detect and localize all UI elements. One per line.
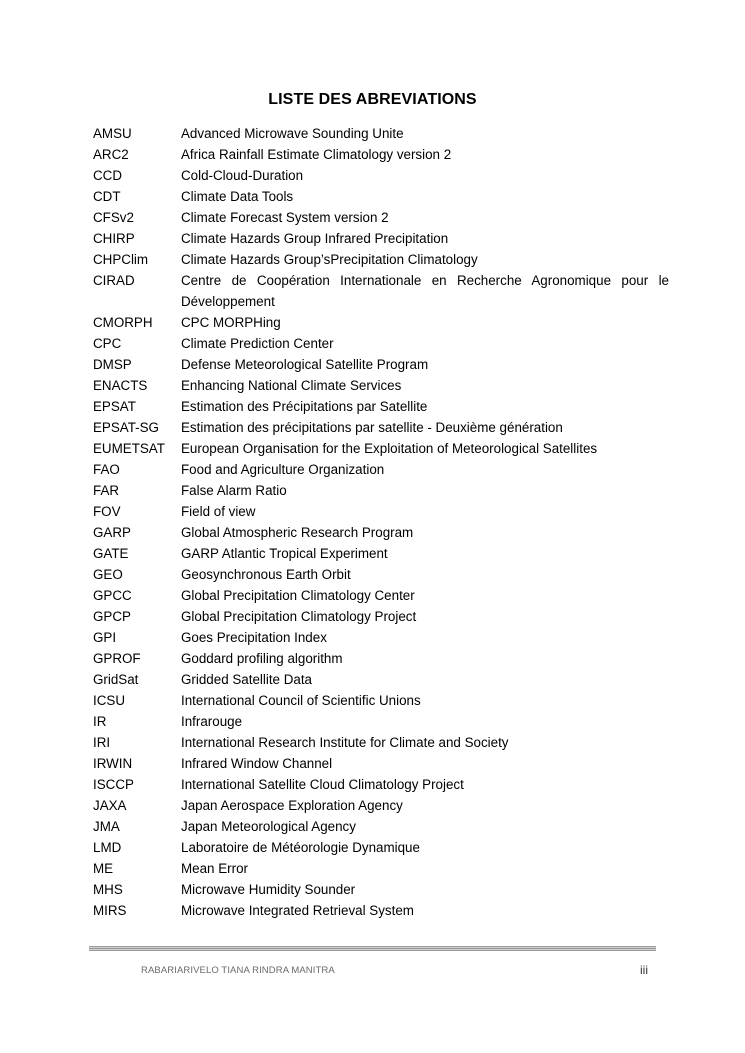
abbreviation-definition: Estimation des précipitations par satellite - Deuxième génération: [181, 420, 563, 435]
abbreviation-entry: [93, 795, 669, 816]
abbreviation-definition: Mean Error: [181, 861, 248, 876]
abbreviation-code: EPSAT-SG: [93, 420, 159, 435]
abbreviation-entry: [93, 333, 669, 354]
abbreviation-definition: Global Atmospheric Research Program: [181, 525, 414, 540]
abbreviation-definition: Laboratoire de Météorologie Dynamique: [181, 840, 420, 855]
abbreviation-code: ME: [93, 861, 114, 876]
abbreviation-definition: Goddard profiling algorithm: [181, 651, 343, 666]
abbreviation-definition: Africa Rainfall Estimate Climatology version 2: [181, 147, 452, 162]
abbreviation-definition: Cold-Cloud-Duration: [181, 168, 304, 183]
abbreviation-entry: [93, 480, 669, 501]
abbreviation-entry: [93, 354, 669, 375]
page-number: iii: [640, 963, 648, 977]
abbreviation-definition: International Satellite Cloud Climatology Project: [181, 777, 464, 792]
abbreviation-code: MHS: [93, 882, 123, 897]
abbreviation-entry: [93, 669, 669, 690]
abbreviation-definition: Centre de Coopération Internationale en Recherche Agronomique pour le Développement: [181, 273, 669, 309]
abbreviation-definition: Infrared Window Channel: [181, 756, 333, 771]
abbreviation-list: [93, 123, 669, 921]
abbreviation-code: CIRAD: [93, 273, 135, 288]
abbreviation-entry: [93, 270, 669, 312]
abbreviation-code: IRWIN: [93, 756, 133, 771]
abbreviation-code: CPC: [93, 336, 122, 351]
abbreviation-definition: Climate Data Tools: [181, 189, 294, 204]
abbreviation-definition: Global Precipitation Climatology Project: [181, 609, 417, 624]
abbreviation-code: ICSU: [93, 693, 125, 708]
abbreviation-code: JMA: [93, 819, 120, 834]
abbreviation-definition: GARP Atlantic Tropical Experiment: [181, 546, 388, 561]
abbreviation-definition: Defense Meteorological Satellite Program: [181, 357, 429, 372]
abbreviation-definition: Climate Prediction Center: [181, 336, 334, 351]
abbreviation-code: GATE: [93, 546, 129, 561]
abbreviation-code: CHIRP: [93, 231, 135, 246]
abbreviation-entry: [93, 417, 669, 438]
abbreviation-code: CFSv2: [93, 210, 134, 225]
abbreviation-entry: [93, 816, 669, 837]
abbreviation-definition: Food and Agriculture Organization: [181, 462, 385, 477]
abbreviation-definition: False Alarm Ratio: [181, 483, 287, 498]
abbreviation-code: LMD: [93, 840, 122, 855]
abbreviation-code: CDT: [93, 189, 121, 204]
abbreviation-code: MIRS: [93, 903, 127, 918]
abbreviation-definition: Geosynchronous Earth Orbit: [181, 567, 351, 582]
abbreviation-entry: [93, 312, 669, 333]
abbreviation-entry: [93, 753, 669, 774]
abbreviation-code: GPROF: [93, 651, 141, 666]
abbreviation-definition: European Organisation for the Exploitation of Meteorological Satellites: [181, 441, 598, 456]
abbreviation-definition: Goes Precipitation Index: [181, 630, 327, 645]
abbreviation-entry: [93, 123, 669, 144]
abbreviation-entry: [93, 186, 669, 207]
abbreviation-entry: [93, 438, 669, 459]
abbreviation-definition: International Research Institute for Climate and Society: [181, 735, 509, 750]
abbreviation-entry: [93, 900, 669, 921]
abbreviation-entry: [93, 585, 669, 606]
abbreviation-code: DMSP: [93, 357, 132, 372]
abbreviation-code: IR: [93, 714, 107, 729]
footer-author: RABARIARIVELO TIANA RINDRA MANITRA: [141, 965, 335, 976]
abbreviation-code: AMSU: [93, 126, 132, 141]
abbreviation-code: GPI: [93, 630, 117, 645]
abbreviation-entry: [93, 858, 669, 879]
abbreviation-definition: Japan Meteorological Agency: [181, 819, 356, 834]
abbreviation-definition: Advanced Microwave Sounding Unite: [181, 126, 404, 141]
page-title: LISTE DES ABREVIATIONS: [268, 91, 477, 108]
abbreviation-entry: [93, 774, 669, 795]
abbreviation-definition: Climate Hazards Group’sPrecipitation Climatology: [181, 252, 478, 267]
abbreviation-definition: Climate Forecast System version 2: [181, 210, 389, 225]
abbreviation-entry: [93, 648, 669, 669]
abbreviation-code: EPSAT: [93, 399, 136, 414]
abbreviation-entry: [93, 522, 669, 543]
abbreviation-code: ENACTS: [93, 378, 148, 393]
abbreviation-entry: [93, 144, 669, 165]
abbreviation-code: ISCCP: [93, 777, 134, 792]
abbreviation-definition: Japan Aerospace Exploration Agency: [181, 798, 403, 813]
abbreviation-definition: CPC MORPHing: [181, 315, 281, 330]
abbreviation-definition: Infrarouge: [181, 714, 243, 729]
abbreviation-code: GPCC: [93, 588, 132, 603]
abbreviation-entry: [93, 711, 669, 732]
abbreviation-definition: Microwave Integrated Retrieval System: [181, 903, 414, 918]
abbreviation-entry: [93, 732, 669, 753]
abbreviation-code: FOV: [93, 504, 121, 519]
abbreviation-code: ARC2: [93, 147, 129, 162]
abbreviation-entry: [93, 543, 669, 564]
abbreviation-code: CCD: [93, 168, 123, 183]
abbreviation-entry: [93, 459, 669, 480]
abbreviation-definition: Climate Hazards Group Infrared Precipitation: [181, 231, 449, 246]
abbreviation-entry: [93, 501, 669, 522]
abbreviation-code: FAR: [93, 483, 120, 498]
abbreviation-code: GridSat: [93, 672, 139, 687]
abbreviation-definition: Gridded Satellite Data: [181, 672, 313, 687]
abbreviation-definition: Global Precipitation Climatology Center: [181, 588, 415, 603]
footer-divider: [89, 946, 656, 951]
abbreviation-definition: International Council of Scientific Unions: [181, 693, 421, 708]
abbreviation-entry: [93, 837, 669, 858]
abbreviation-code: FAO: [93, 462, 120, 477]
abbreviation-code: GARP: [93, 525, 131, 540]
abbreviation-entry: [93, 627, 669, 648]
abbreviation-entry: [93, 564, 669, 585]
abbreviation-code: CMORPH: [93, 315, 153, 330]
abbreviation-entry: [93, 690, 669, 711]
abbreviation-code: EUMETSAT: [93, 441, 165, 456]
abbreviation-code: IRI: [93, 735, 111, 750]
abbreviation-code: GEO: [93, 567, 123, 582]
abbreviation-entry: [93, 249, 669, 270]
abbreviation-definition: Enhancing National Climate Services: [181, 378, 402, 393]
abbreviation-entry: [93, 228, 669, 249]
abbreviation-entry: [93, 606, 669, 627]
abbreviation-definition: Microwave Humidity Sounder: [181, 882, 356, 897]
abbreviation-code: JAXA: [93, 798, 127, 813]
abbreviation-entry: [93, 375, 669, 396]
abbreviation-entry: [93, 396, 669, 417]
abbreviation-entry: [93, 879, 669, 900]
abbreviation-entry: [93, 165, 669, 186]
abbreviation-entry: [93, 207, 669, 228]
abbreviation-definition: Field of view: [181, 504, 256, 519]
abbreviation-definition: Estimation des Précipitations par Satellite: [181, 399, 428, 414]
abbreviation-code: CHPClim: [93, 252, 149, 267]
abbreviation-code: GPCP: [93, 609, 131, 624]
